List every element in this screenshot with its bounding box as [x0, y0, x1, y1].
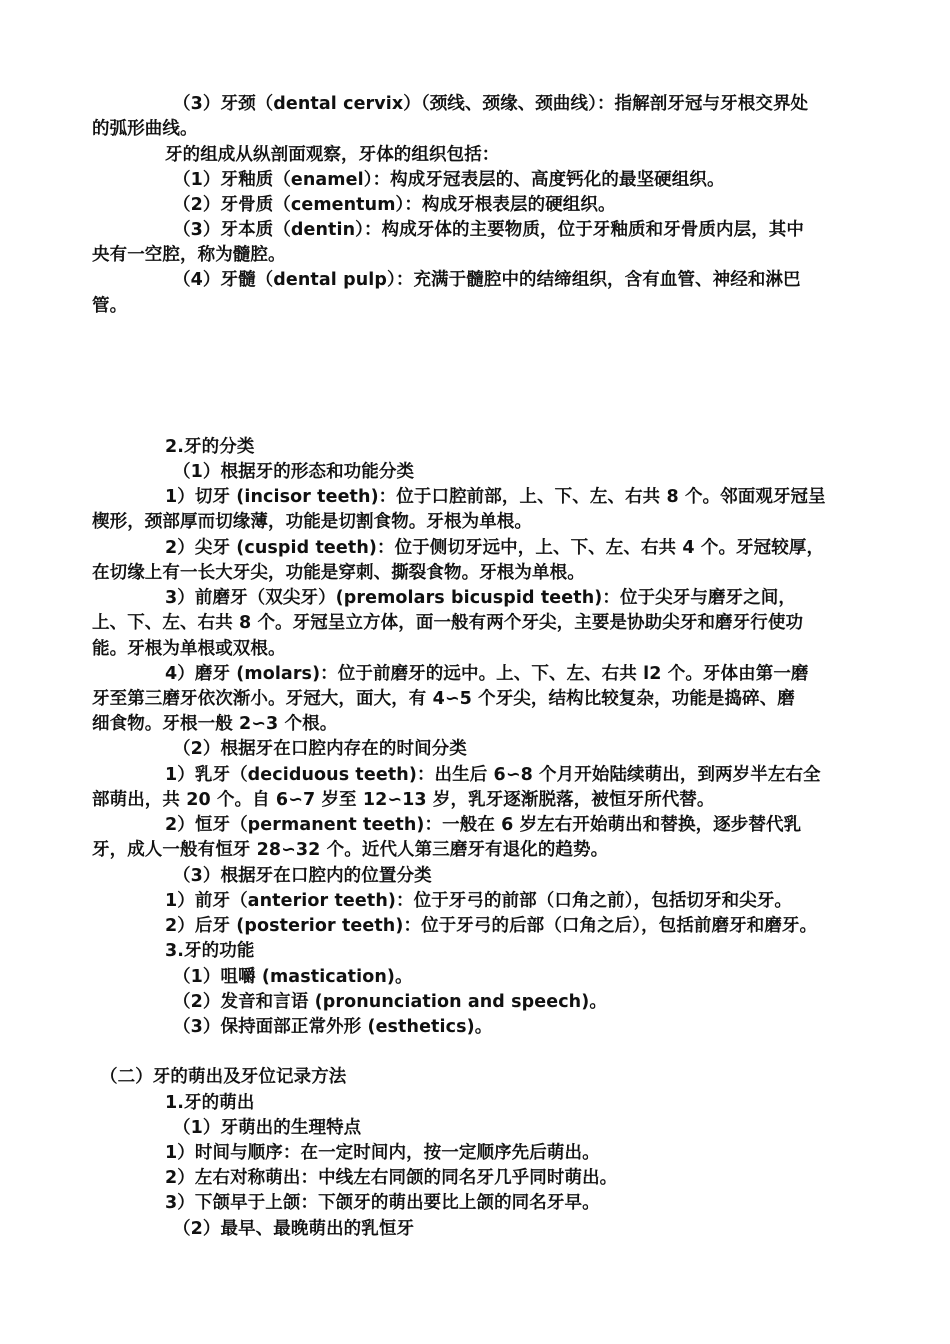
text-line: 牙，成人一般有恒牙 28∽32 个。近代人第三磨牙有退化的趋势。 [92, 840, 609, 860]
text-line: 2）尖牙 (cuspid teeth)：位于侧切牙远中，上、下、左、右共 4 个。牙冠较厚， [165, 538, 825, 558]
list-item: 3）下颌早于上颌：下颌牙的萌出要比上颌的同名牙早。 [165, 1193, 600, 1213]
text-line: （3）牙本质（dentin）：构成牙体的主要物质，位于牙釉质和牙骨质内层，其中 [173, 220, 805, 240]
text-line: 牙至第三磨牙依次渐小。牙冠大，面大，有 4∽5 个牙尖，结构比较复杂，功能是捣碎、磨 [92, 689, 795, 709]
list-item: （3）保持面部正常外形 (esthetics)。 [173, 1017, 493, 1037]
text-line: 2）恒牙（permanent teeth)：一般在 6 岁左右开始萌出和替换，逐步替代乳 [165, 815, 802, 835]
text-line: 细食物。牙根一般 2∽3 个根。 [92, 714, 338, 734]
list-item: （2）发音和言语 (pronunciation and speech)。 [173, 992, 607, 1012]
subsection-heading: （2）根据牙在口腔内存在的时间分类 [173, 739, 467, 759]
text-line: （2）牙骨质（cementum）：构成牙根表层的硬组织。 [173, 195, 616, 215]
text-line: 4）磨牙 (molars)：位于前磨牙的远中。上、下、左、右共 l2 个。牙体由第一磨 [165, 664, 809, 684]
text-line: （1）牙釉质（enamel）：构成牙冠表层的、高度钙化的最坚硬组织。 [173, 170, 725, 190]
text-line: 管。 [92, 296, 128, 316]
text-line: 在切缘上有一长大牙尖，功能是穿刺、撕裂食物。牙根为单根。 [92, 563, 585, 583]
text-line: 1）前牙（anterior teeth)：位于牙弓的前部（口角之前），包括切牙和尖牙。 [165, 891, 793, 911]
text-line: 1）切牙 (incisor teeth)：位于口腔前部，上、下、左、右共 8 个。邻面观牙冠呈 [165, 487, 826, 507]
subsection-heading: （1）牙萌出的生理特点 [173, 1118, 362, 1138]
list-item: （1）咀嚼 (mastication)。 [173, 967, 413, 987]
subsection-heading: （3）根据牙在口腔内的位置分类 [173, 866, 432, 886]
text-line: 2）后牙 (posterior teeth)：位于牙弓的后部（口角之后），包括前磨牙和磨牙。 [165, 916, 818, 936]
section-heading: 2.牙的分类 [165, 437, 255, 457]
text-line: 牙的组成从纵剖面观察，牙体的组织包括： [165, 145, 500, 165]
text-line: 1）乳牙（deciduous teeth)：出生后 6∽8 个月开始陆续萌出，到两岁半左右全 [165, 765, 821, 785]
list-item: 2）左右对称萌出：中线左右同颌的同名牙几乎同时萌出。 [165, 1168, 618, 1188]
chapter-heading: （二）牙的萌出及牙位记录方法 [100, 1067, 347, 1087]
section-heading: 1.牙的萌出 [165, 1093, 255, 1113]
text-line: 部萌出，共 20 个。自 6∽7 岁至 12∽13 岁，乳牙逐渐脱落，被恒牙所代替。 [92, 790, 715, 810]
list-item: 1）时间与顺序：在一定时间内，按一定顺序先后萌出。 [165, 1143, 600, 1163]
subsection-heading: （2）最早、最晚萌出的乳恒牙 [173, 1219, 415, 1239]
subsection-heading: （1）根据牙的形态和功能分类 [173, 462, 415, 482]
text-line: 楔形，颈部厚而切缘薄，功能是切割食物。牙根为单根。 [92, 512, 532, 532]
text-line: 的弧形曲线。 [92, 119, 198, 139]
section-heading: 3.牙的功能 [165, 941, 255, 961]
text-line: （4）牙髓（dental pulp）：充满于髓腔中的结缔组织，含有血管、神经和淋巴 [173, 270, 801, 290]
text-line: 上、下、左、右共 8 个。牙冠呈立方体，面一般有两个牙尖，主要是协助尖牙和磨牙行使功 [92, 613, 804, 633]
text-line: 央有一空腔，称为髓腔。 [92, 245, 286, 265]
text-line: 能。牙根为单根或双根。 [92, 639, 286, 659]
text-line: （3）牙颈（dental cervix）（颈线、颈缘、颈曲线）：指解剖牙冠与牙根交界处 [173, 94, 809, 114]
text-line: 3）前磨牙（双尖牙）(premolars bicuspid teeth)：位于尖牙与磨牙之间， [165, 588, 796, 608]
